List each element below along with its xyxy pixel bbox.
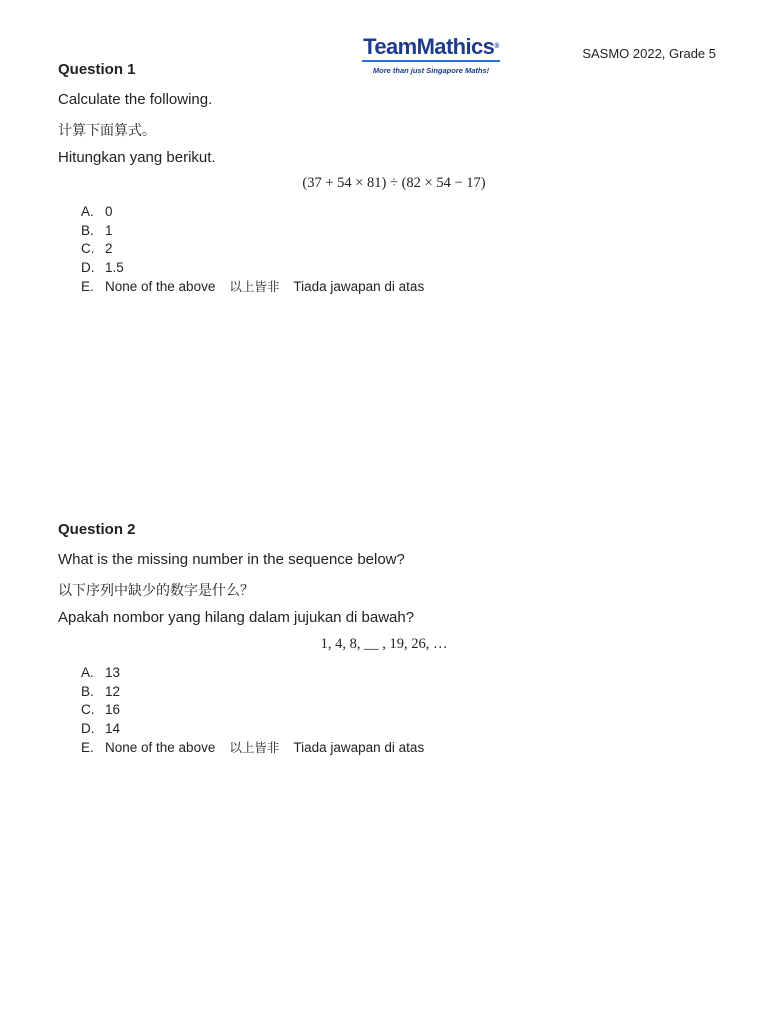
option-b[interactable] bbox=[81, 222, 424, 241]
option-letter: D. bbox=[81, 721, 95, 737]
question-2-prompt-ms: Apakah nombor yang hilang dalam jujukan di bawah? bbox=[58, 609, 415, 626]
option-a[interactable] bbox=[81, 664, 424, 683]
option-text: None of the above bbox=[105, 739, 216, 755]
option-d[interactable] bbox=[81, 259, 424, 278]
option-letter: A. bbox=[81, 204, 94, 219]
teammathics-logo bbox=[356, 35, 506, 75]
option-d[interactable] bbox=[81, 720, 424, 739]
option-text-ms: Tiada jawapan di atas bbox=[293, 739, 425, 755]
question-1-prompt-zh: 计算下面算式。 bbox=[58, 123, 156, 139]
option-text-zh: 以上皆非 bbox=[229, 739, 280, 755]
option-text: 16 bbox=[105, 702, 121, 718]
question-2-prompt-en: What is the missing number in the sequence below? bbox=[58, 551, 405, 568]
option-letter: E. bbox=[81, 278, 94, 294]
question-1-heading: Question 1 bbox=[58, 61, 136, 78]
option-letter: E. bbox=[81, 739, 94, 755]
option-text: 14 bbox=[105, 721, 121, 737]
question-2-expression: 1, 4, 8, __ , 19, 26, … bbox=[320, 636, 448, 652]
option-letter: C. bbox=[81, 702, 95, 718]
option-letter: B. bbox=[81, 683, 94, 699]
option-text-ms: Tiada jawapan di atas bbox=[293, 278, 425, 294]
logo-wordmark: TeamMathics bbox=[363, 34, 495, 59]
option-text-zh: 以上皆非 bbox=[229, 278, 280, 294]
option-text: None of the above bbox=[105, 278, 216, 294]
option-text: 1 bbox=[105, 222, 113, 238]
option-text: 1.5 bbox=[105, 260, 124, 276]
option-text: 0 bbox=[105, 204, 113, 219]
question-2-heading: Question 2 bbox=[58, 521, 136, 538]
option-b[interactable] bbox=[81, 683, 424, 702]
question-2-options bbox=[81, 664, 424, 757]
option-c[interactable] bbox=[81, 701, 424, 720]
option-letter: D. bbox=[81, 260, 95, 276]
question-2-prompt-zh: 以下序列中缺少的数字是什么？ bbox=[58, 583, 254, 599]
question-1-options bbox=[81, 203, 424, 296]
question-1-prompt-en: Calculate the following. bbox=[58, 91, 213, 108]
logo-tagline: More than just Singapore Maths! bbox=[372, 66, 490, 75]
option-text: 2 bbox=[105, 241, 113, 257]
logo-underline bbox=[362, 60, 500, 63]
option-letter: A. bbox=[81, 665, 94, 680]
option-c[interactable] bbox=[81, 240, 424, 259]
question-1-expression: (37 + 54 × 81) ÷ (82 × 54 − 17) bbox=[302, 175, 486, 191]
registered-mark: ® bbox=[494, 43, 499, 50]
option-text: 13 bbox=[105, 665, 121, 680]
option-e[interactable] bbox=[81, 278, 424, 297]
option-e[interactable] bbox=[81, 739, 424, 758]
option-a[interactable] bbox=[81, 203, 424, 222]
option-letter: B. bbox=[81, 222, 94, 238]
option-letter: C. bbox=[81, 241, 95, 257]
option-text: 12 bbox=[105, 683, 121, 699]
exam-title: SASMO 2022, Grade 5 bbox=[582, 46, 716, 61]
question-1-prompt-ms: Hitungkan yang berikut. bbox=[58, 149, 216, 166]
